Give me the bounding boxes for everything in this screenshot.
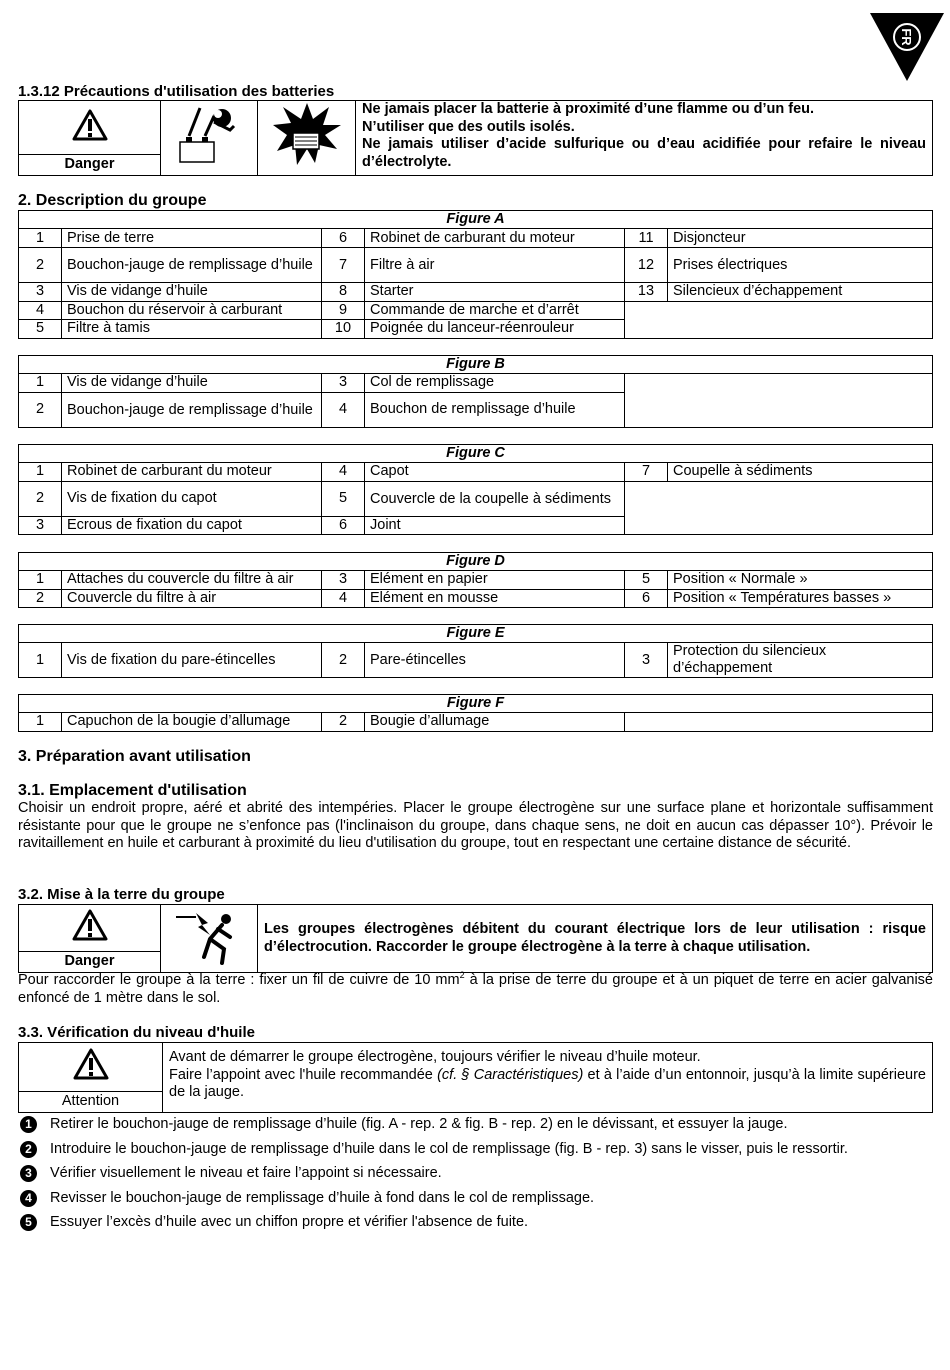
section-title-3: 3. Préparation avant utilisation [18, 748, 251, 765]
cell: 3 [322, 571, 365, 589]
cell: 7 [625, 463, 668, 481]
electrocution-icon [174, 905, 244, 967]
cell: 4 [322, 392, 365, 427]
section-title-1-3-12: 1.3.12 Précautions d'utilisation des batteries [18, 83, 335, 100]
list-item [18, 1116, 933, 1141]
cell: Robinet de carburant du moteur [62, 463, 322, 481]
step-number-icon: 1 [20, 1116, 37, 1133]
cell: 3 [19, 516, 62, 534]
cell: 6 [322, 229, 365, 248]
cell: 7 [322, 248, 365, 283]
cell: Coupelle à sédiments [668, 463, 933, 481]
location-paragraph: Choisir un endroit propre, aéré et abrité des intempéries. Placer le groupe électrogène sur une surface plane et horizontale suffisamment résistante pour que le groupe ne s’enfonce pas (l'inclinaison du groupe, dans chaque sens, ne doit en aucun cas dépasser 10°). Prévoir le ravitaillement en huile et carburant à proximité du lieu d'utilisation du groupe, tout en respectant une certaine distance de sécurité. [18, 800, 933, 851]
cell: Joint [365, 516, 625, 534]
cell: 5 [19, 320, 62, 338]
language-badge [870, 13, 944, 81]
figure-b-table [18, 355, 933, 428]
step-text: Retirer le bouchon-jauge de remplissage d’huile (fig. A - rep. 2 & fig. B - rep. 2) en le dévissant, et essuyer la jauge. [50, 1116, 788, 1132]
battery-warning-table [18, 100, 933, 176]
grounding-text-part2: à la prise de terre du groupe et à un piquet de terre en acier galvanisé enfoncé de 1 mètre dans le sol. [18, 972, 933, 1006]
cell: Couvercle du filtre à air [62, 589, 322, 607]
step-text: Introduire le bouchon-jauge de remplissage d’huile dans le col de remplissage (fig. B - rep. 3) sans le visser, puis le ressortir. [50, 1140, 848, 1157]
step-number-icon: 4 [20, 1190, 37, 1207]
empty-cell [625, 374, 933, 427]
cell: 1 [19, 713, 62, 731]
explosion-icon [271, 101, 343, 169]
warning-icon-cell [19, 101, 161, 155]
attention-caption: Attention [19, 1092, 163, 1113]
cell: Filtre à air [365, 248, 625, 283]
list-item [18, 1165, 933, 1190]
oil-attention-table [18, 1042, 933, 1113]
cell: 1 [19, 229, 62, 248]
figure-c-title: Figure C [19, 445, 933, 463]
cell: Robinet de carburant du moteur [365, 229, 625, 248]
step-text: Revisser le bouchon-jauge de remplissage d’huile à fond dans le col de remplissage. [50, 1189, 595, 1206]
cell: 13 [625, 283, 668, 301]
cell: Ecrous de fixation du capot [62, 516, 322, 534]
oil-steps-list [18, 1116, 933, 1239]
step-number-icon: 5 [20, 1214, 37, 1231]
warning-triangle-icon [73, 1048, 109, 1080]
cell: 3 [625, 643, 668, 678]
explosion-icon-cell [258, 101, 356, 176]
cell: Protection du silencieux d’échappement [668, 643, 933, 678]
cell: Position « Normale » [668, 571, 933, 589]
cell: Prises électriques [668, 248, 933, 283]
cell: Commande de marche et d’arrêt [365, 301, 625, 319]
figure-a-title: Figure A [19, 211, 933, 229]
cell: 1 [19, 374, 62, 392]
cell: Prise de terre [62, 229, 322, 248]
cell: 6 [625, 589, 668, 607]
cell: 3 [19, 283, 62, 301]
section-title-3-1: 3.1. Emplacement d'utilisation [18, 782, 247, 799]
cell: 5 [625, 571, 668, 589]
warning-icon-cell [19, 1043, 163, 1092]
empty-cell [625, 713, 933, 731]
cell: 1 [19, 643, 62, 678]
section-title-3-2: 3.2. Mise à la terre du groupe [18, 886, 225, 903]
cell: Starter [365, 283, 625, 301]
cell: Silencieux d’échappement [668, 283, 933, 301]
warning-triangle-icon [72, 909, 108, 941]
attention-line-2b: et à l’aide d’un entonnoir, jusqu’à la limite supérieure de la jauge. [169, 1066, 926, 1100]
warning-icon-cell [19, 905, 161, 952]
cell: 12 [625, 248, 668, 283]
cell: Position « Températures basses » [668, 589, 933, 607]
cell: 9 [322, 301, 365, 319]
figure-b-title: Figure B [19, 356, 933, 374]
danger-caption: Danger [19, 155, 161, 176]
step-number-icon: 2 [20, 1141, 37, 1158]
cell: Disjoncteur [668, 229, 933, 248]
step-number-icon: 3 [20, 1165, 37, 1182]
battery-warning-text [356, 101, 933, 176]
figure-d-title: Figure D [19, 553, 933, 571]
list-item [18, 1141, 933, 1166]
figure-d-table [18, 552, 933, 608]
empty-cell [625, 301, 933, 338]
cell: Bouchon-jauge de remplissage d’huile [62, 248, 322, 283]
cell: 2 [322, 713, 365, 731]
grounding-text-part1: Pour raccorder le groupe à la terre : fixer un fil de cuivre de 10 mm [18, 972, 460, 988]
figure-f-table [18, 694, 933, 732]
cell: 10 [322, 320, 365, 338]
grounding-warning-text [258, 905, 933, 973]
cell: Elément en papier [365, 571, 625, 589]
figure-f-title: Figure F [19, 695, 933, 713]
cell: Pare-étincelles [365, 643, 625, 678]
attention-line-2a: Faire l’appoint avec l'huile recommandée [169, 1066, 438, 1083]
cell: Bouchon de remplissage d’huile [365, 392, 625, 427]
cell: Bouchon du réservoir à carburant [62, 301, 322, 319]
cell: 1 [19, 571, 62, 589]
cell: Elément en mousse [365, 589, 625, 607]
cell: 2 [19, 589, 62, 607]
figure-e-table [18, 624, 933, 678]
cell: 4 [19, 301, 62, 319]
cell: Vis de vidange d’huile [62, 283, 322, 301]
cell: 4 [322, 589, 365, 607]
danger-caption: Danger [19, 951, 161, 973]
cell: 2 [322, 643, 365, 678]
battery-insulated-tools-icon [174, 102, 244, 168]
cell: Bouchon-jauge de remplissage d’huile [62, 392, 322, 427]
section-title-3-3: 3.3. Vérification du niveau d'huile [18, 1024, 255, 1041]
figure-e-title: Figure E [19, 625, 933, 643]
cell: Col de remplissage [365, 374, 625, 392]
cell: 2 [19, 481, 62, 516]
attention-line-1: Avant de démarrer le groupe électrogène, toujours vérifier le niveau d’huile moteur. [169, 1049, 701, 1065]
cell: 5 [322, 481, 365, 516]
grounding-warning-line: Les groupes électrogènes débitent du courant électrique lors de leur utilisation : risque d’électrocution. Raccorder le groupe électrogène à la terre à chaque utilisation. [264, 921, 926, 955]
grounding-paragraph [18, 972, 933, 1007]
cell: Capuchon de la bougie d’allumage [62, 713, 322, 731]
cell: 1 [19, 463, 62, 481]
list-item [18, 1214, 933, 1239]
warning-line-2: N’utiliser que des outils isolés. [362, 118, 575, 135]
cell: Capot [365, 463, 625, 481]
oil-attention-text [163, 1043, 933, 1113]
cell: 3 [322, 374, 365, 392]
grounding-warning-table [18, 904, 933, 973]
cell: 4 [322, 463, 365, 481]
warning-triangle-icon [72, 109, 108, 141]
electrocution-icon-cell [161, 905, 258, 973]
cell: 2 [19, 248, 62, 283]
cell: 11 [625, 229, 668, 248]
cell: Attaches du couvercle du filtre à air [62, 571, 322, 589]
figure-c-table [18, 444, 933, 535]
figure-a-table [18, 210, 933, 339]
badge-text: FR [899, 28, 914, 46]
warning-line-3: Ne jamais utiliser d’acide sulfurique ou d’eau acidifiée pour refaire le niveau d’électrolyte. [362, 136, 926, 170]
cell: 2 [19, 392, 62, 427]
attention-line-2 [169, 1067, 926, 1102]
cell: Bougie d’allumage [365, 713, 625, 731]
superscript: 2 [459, 970, 465, 981]
cell: 6 [322, 516, 365, 534]
cell: Vis de fixation du pare-étincelles [62, 643, 322, 678]
step-text: Vérifier visuellement le niveau et faire l’appoint si nécessaire. [50, 1165, 442, 1181]
cell: Poignée du lanceur-réenrouleur [365, 320, 625, 338]
list-item [18, 1190, 933, 1215]
cell: Couvercle de la coupelle à sédiments [365, 481, 625, 516]
cell: 8 [322, 283, 365, 301]
warning-line-1: Ne jamais placer la batterie à proximité d’une flamme ou d’un feu. [362, 101, 815, 117]
cell: Filtre à tamis [62, 320, 322, 338]
battery-tool-icon-cell [161, 101, 258, 176]
empty-cell [625, 481, 933, 534]
cell: Vis de vidange d’huile [62, 374, 322, 392]
attention-reference: (cf. § Caractéristiques) [437, 1066, 584, 1083]
step-text: Essuyer l’excès d’huile avec un chiffon propre et vérifier l'absence de fuite. [50, 1214, 529, 1230]
section-title-2: 2. Description du groupe [18, 192, 207, 209]
cell: Vis de fixation du capot [62, 481, 322, 516]
